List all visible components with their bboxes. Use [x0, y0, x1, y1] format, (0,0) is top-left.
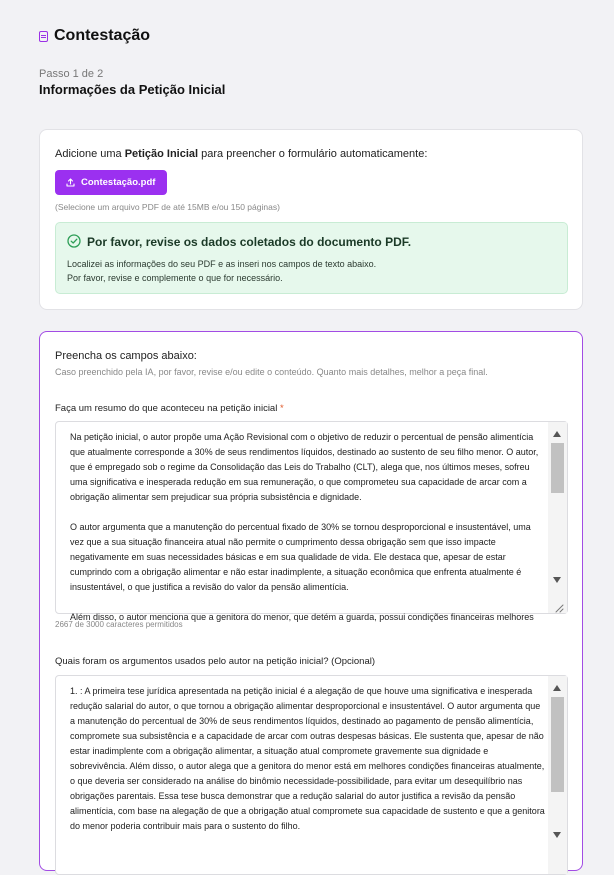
page-header: [39, 27, 150, 45]
upload-file-label: Contestação.pdf: [81, 177, 156, 188]
character-counter: 2667 de 3000 caracteres permitidos: [55, 620, 183, 629]
step-indicator: Passo 1 de 2: [39, 68, 104, 80]
arguments-scrollbar[interactable]: [548, 676, 567, 874]
form-subtitle: Caso preenchido pela IA, por favor, revise e/ou edite o conteúdo. Quanto mais detalhes, melhor a peça final.: [55, 367, 488, 377]
section-title: Informações da Petição Inicial: [39, 82, 226, 97]
upload-file-button[interactable]: [55, 170, 167, 195]
upload-icon: [66, 178, 75, 187]
summary-scrollbar[interactable]: [548, 422, 567, 613]
summary-text: Na petição inicial, o autor propõe uma Ação Revisional com o objetivo de reduzir o percentual de pensão alimentícia que atualmente corresponde a 30% de seus rendimentos líquidos, destinado ao sustento de seu filho menor. O autor, que é empregado sob o regime da Consolidação das Leis do Trabalho (CLT), alega que, nos últimos meses, sofreu uma significativa e inesperada redução em sua remuneração, o que comprometeu sua capacidade de arcar com a obrigação alimentar sem prejudicar sua própria subsistência e dignidade. O autor argumenta que a manutenção do percentual fixado de 30% se tornou desproporcional e insustentável, uma vez que a sua situação financeira atual não permite o cumprimento dessa obrigação sem que isso impacte negativamente em suas necessidades básicas e em sua qualidade de vida. Ele destaca que, apesar de estar cumprindo com a obrigação alimentar e não estar inadimplente, a situação econômica que enfrenta atualmente é insustentável, o que justifica a revisão do valor da pensão alimentícia. Além disso, o autor menciona que a genitora do menor, que detém a guarda, possui condições financeiras melhores: [70, 432, 539, 622]
success-alert: [55, 222, 568, 294]
scroll-thumb[interactable]: [551, 443, 564, 493]
upload-card: [39, 129, 583, 310]
required-marker: *: [279, 403, 284, 414]
scroll-down-icon[interactable]: [553, 577, 561, 583]
document-icon: [39, 31, 48, 42]
success-line: Por favor, revise e complemente o que for necessário.: [67, 273, 283, 283]
success-title: Por favor, revise os dados coletados do documento PDF.: [87, 235, 412, 249]
success-line: Localizei as informações do seu PDF e as inseri nos campos de texto abaixo.: [67, 259, 377, 269]
upload-hint: (Selecione um arquivo PDF de até 15MB e/ou 150 páginas): [55, 202, 280, 212]
arguments-text: 1. : A primeira tese jurídica apresentada na petição inicial é a alegação de que houve uma significativa e inesperada redução salarial do autor, o que tornou a obrigação alimentar desproporcional e insustentável. O autor argumenta que a manutenção do percentual de 30% de seus rendimentos líquidos, destinado ao pagamento de pensão alimentícia, compromete sua subsistência e a capacidade de arcar com outras despesas básicas. Ele sustenta que, apesar de não estar inadimplente com a obrigação alimentar, a situação atual compromete gravemente sua dignidade e sobrevivência. Além disso, o autor alega que a genitora do menor está em melhores condições financeiras atualmente, o que deveria ser considerado na análise do binômio necessidade-possibilidade, para evitar um desequilíbrio nas obrigações parentais. Essa tese busca demonstrar que a redução salarial do autor justifica a revisão da pensão alimentícia, com base na alegação de que a obrigação atual compromete sua capacidade de sustento e que a genitora do menor poderia contribuir mais para o sustento do filho.: [70, 686, 545, 831]
arguments-textarea[interactable]: [55, 675, 568, 875]
form-card: [39, 331, 583, 871]
scroll-up-icon[interactable]: [553, 431, 561, 437]
scroll-thumb[interactable]: [551, 697, 564, 792]
summary-label: Faça um resumo do que aconteceu na petição inicial *: [55, 403, 284, 414]
resize-handle-icon[interactable]: [554, 600, 564, 610]
form-title: Preencha os campos abaixo:: [55, 350, 197, 362]
success-message: [67, 257, 376, 285]
page-title: Contestação: [54, 27, 151, 44]
summary-textarea[interactable]: [55, 421, 568, 622]
check-circle-icon: [67, 234, 81, 248]
scroll-up-icon[interactable]: [553, 685, 561, 691]
arguments-label: Quais foram os argumentos usados pelo autor na petição inicial? (Opcional): [55, 656, 376, 667]
scroll-down-icon[interactable]: [553, 832, 561, 838]
upload-prompt: Adicione uma Petição Inicial para preencher o formulário automaticamente:: [55, 148, 428, 160]
